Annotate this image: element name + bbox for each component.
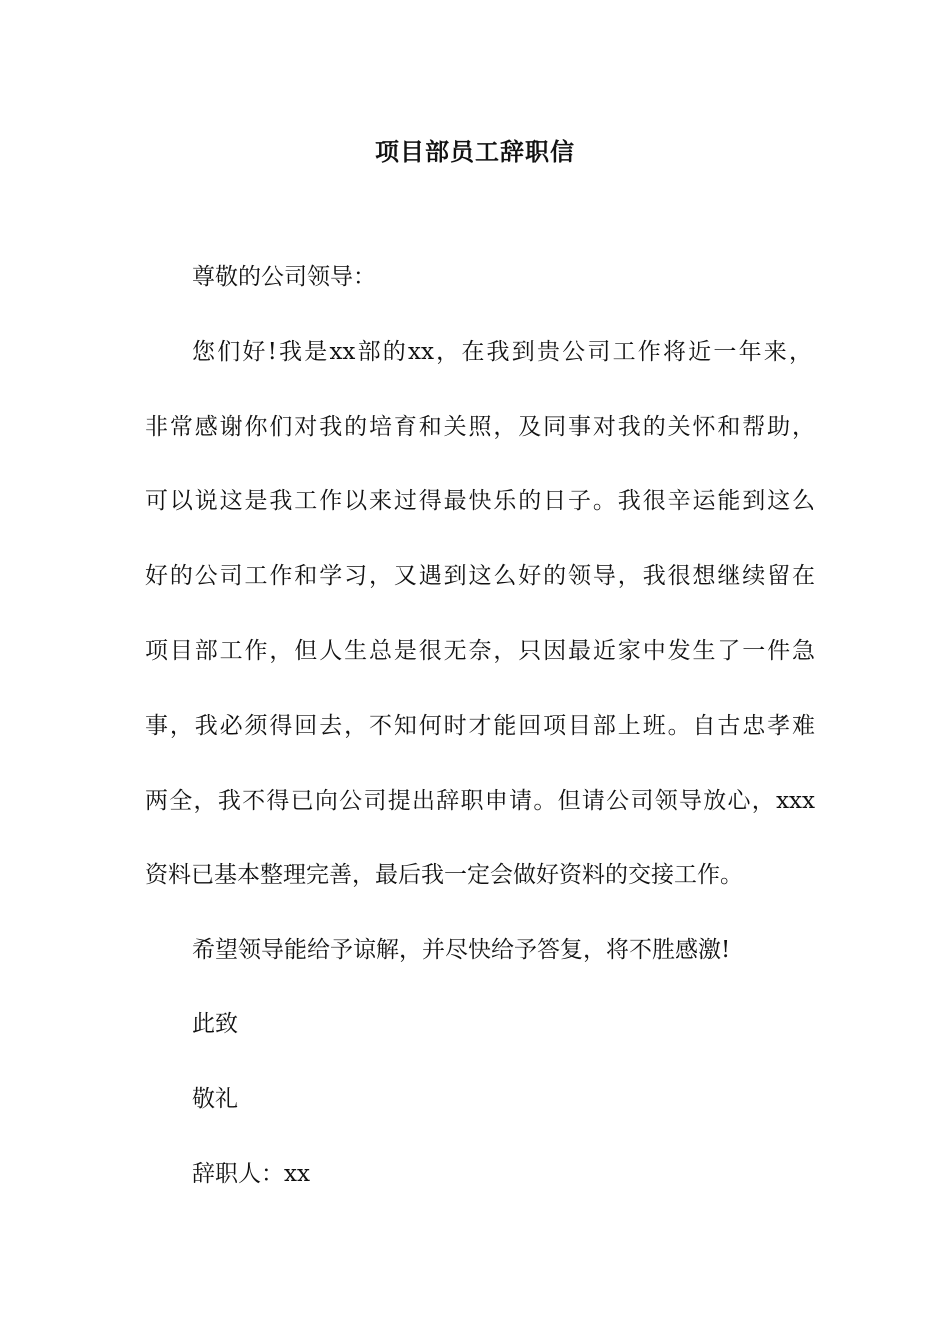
salutation: 尊敬的公司领导： (192, 264, 376, 290)
closing-line: 敬礼 (192, 1086, 238, 1112)
body-line: 资料已基本整理完善，最后我一定会做好资料的交接工作。 (145, 862, 743, 888)
signature: 辞职人：xx (192, 1161, 310, 1187)
closing-line: 此致 (192, 1011, 238, 1037)
body-line: 两全，我不得已向公司提出辞职申请。但请公司领导放心，xxx (145, 788, 815, 814)
document-title: 项目部员工辞职信 (375, 137, 575, 166)
body-line: 事，我必须得回去，不知何时才能回项目部上班。自古忠孝难 (145, 713, 815, 739)
closing-request: 希望领导能给予谅解，并尽快给予答复，将不胜感激! (192, 937, 731, 963)
body-line: 您们好!我是xx部的xx，在我到贵公司工作将近一年来， (192, 339, 812, 365)
body-line: 项目部工作，但人生总是很无奈，只因最近家中发生了一件急 (145, 638, 815, 664)
body-line: 可以说这是我工作以来过得最快乐的日子。我很辛运能到这么 (145, 488, 815, 514)
body-line: 非常感谢你们对我的培育和关照，及同事对我的关怀和帮助， (145, 414, 815, 440)
body-line: 好的公司工作和学习，又遇到这么好的领导，我很想继续留在 (145, 563, 815, 589)
